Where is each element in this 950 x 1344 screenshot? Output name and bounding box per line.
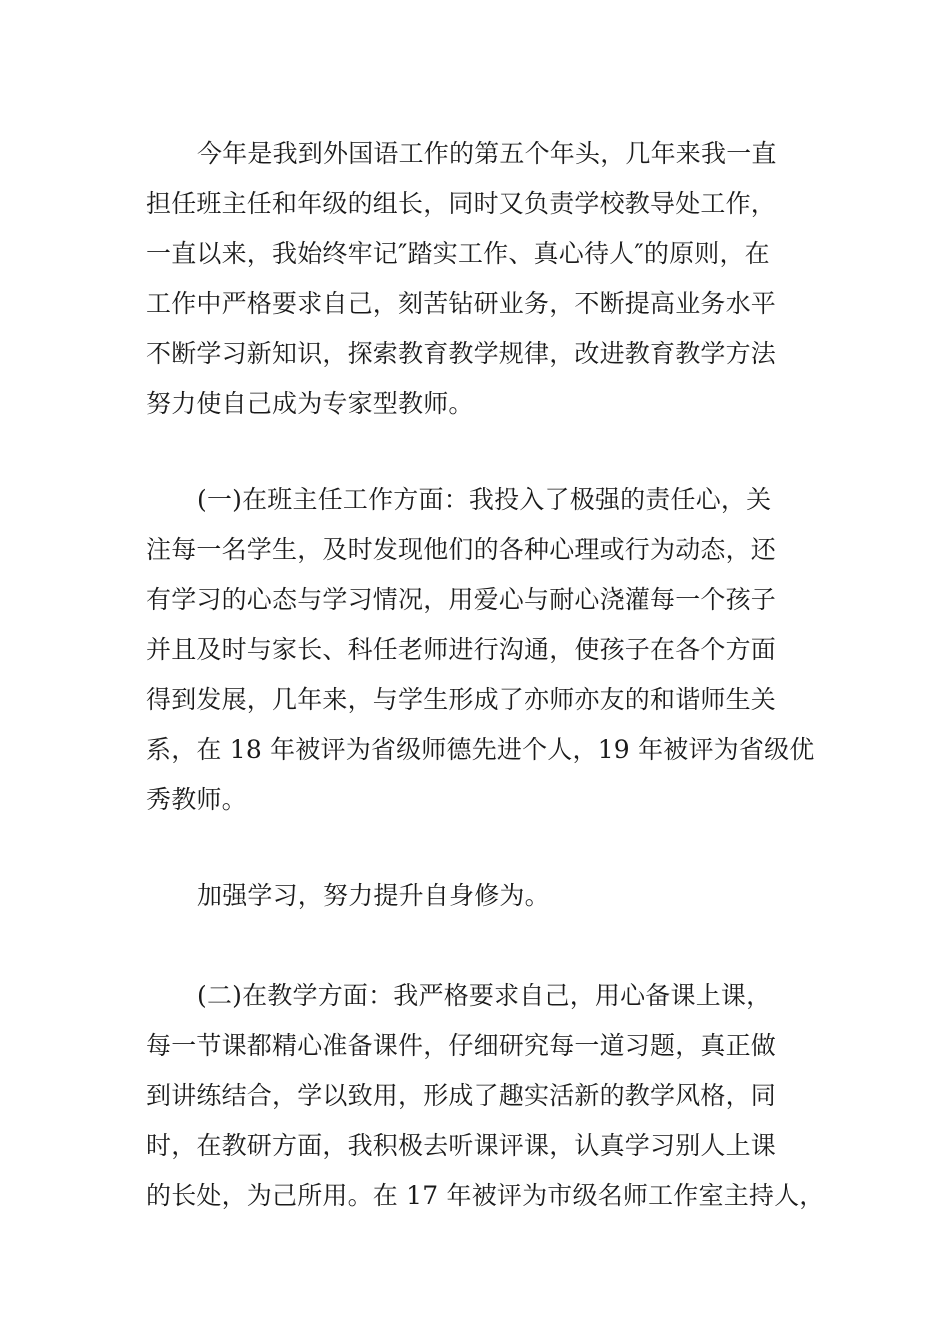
paragraph-2-line-1: (一)在班主任工作方面：我投入了极强的责任心，关 [197, 485, 772, 514]
paragraph-4-line-3: 到讲练结合，学以致用，形成了趣实活新的教学风格，同 [146, 1081, 777, 1110]
paragraph-2-line-6: 系，在 18 年被评为省级师德先进个人，19 年被评为省级优 [146, 735, 815, 764]
paragraph-3-line-1: 加强学习，努力提升自身修为。 [197, 881, 550, 910]
paragraph-1-line-3: 一直以来，我始终牢记″踏实工作、真心待人″的原则，在 [146, 239, 770, 268]
paragraph-2-line-2: 注每一名学生，及时发现他们的各种心理或行为动态，还 [146, 535, 777, 564]
paragraph-2-line-4: 并且及时与家长、科任老师进行沟通，使孩子在各个方面 [146, 635, 777, 664]
paragraph-1-line-6: 努力使自己成为专家型教师。 [146, 389, 474, 418]
paragraph-4-line-4: 时，在教研方面，我积极去听课评课，认真学习别人上课 [146, 1131, 777, 1160]
paragraph-4-line-2: 每一节课都精心准备课件，仔细研究每一道习题，真正做 [146, 1031, 777, 1060]
paragraph-1-line-2: 担任班主任和年级的组长，同时又负责学校教导处工作， [146, 189, 777, 218]
paragraph-4-line-1: (二)在教学方面：我严格要求自己，用心备课上课， [197, 981, 772, 1010]
paragraph-4-line-5: 的长处，为己所用。在 17 年被评为市级名师工作室主持人， [146, 1181, 825, 1210]
paragraph-2-line-3: 有学习的心态与学习情况，用爱心与耐心浇灌每一个孩子 [146, 585, 777, 614]
paragraph-2-line-7: 秀教师。 [146, 785, 247, 814]
paragraph-2-line-5: 得到发展，几年来，与学生形成了亦师亦友的和谐师生关 [146, 685, 777, 714]
paragraph-1-line-1: 今年是我到外国语工作的第五个年头，几年来我一直 [197, 139, 777, 168]
paragraph-1-line-4: 工作中严格要求自己，刻苦钻研业务，不断提高业务水平 [146, 289, 777, 318]
paragraph-1-line-5: 不断学习新知识，探索教育教学规律，改进教育教学方法 [146, 339, 777, 368]
